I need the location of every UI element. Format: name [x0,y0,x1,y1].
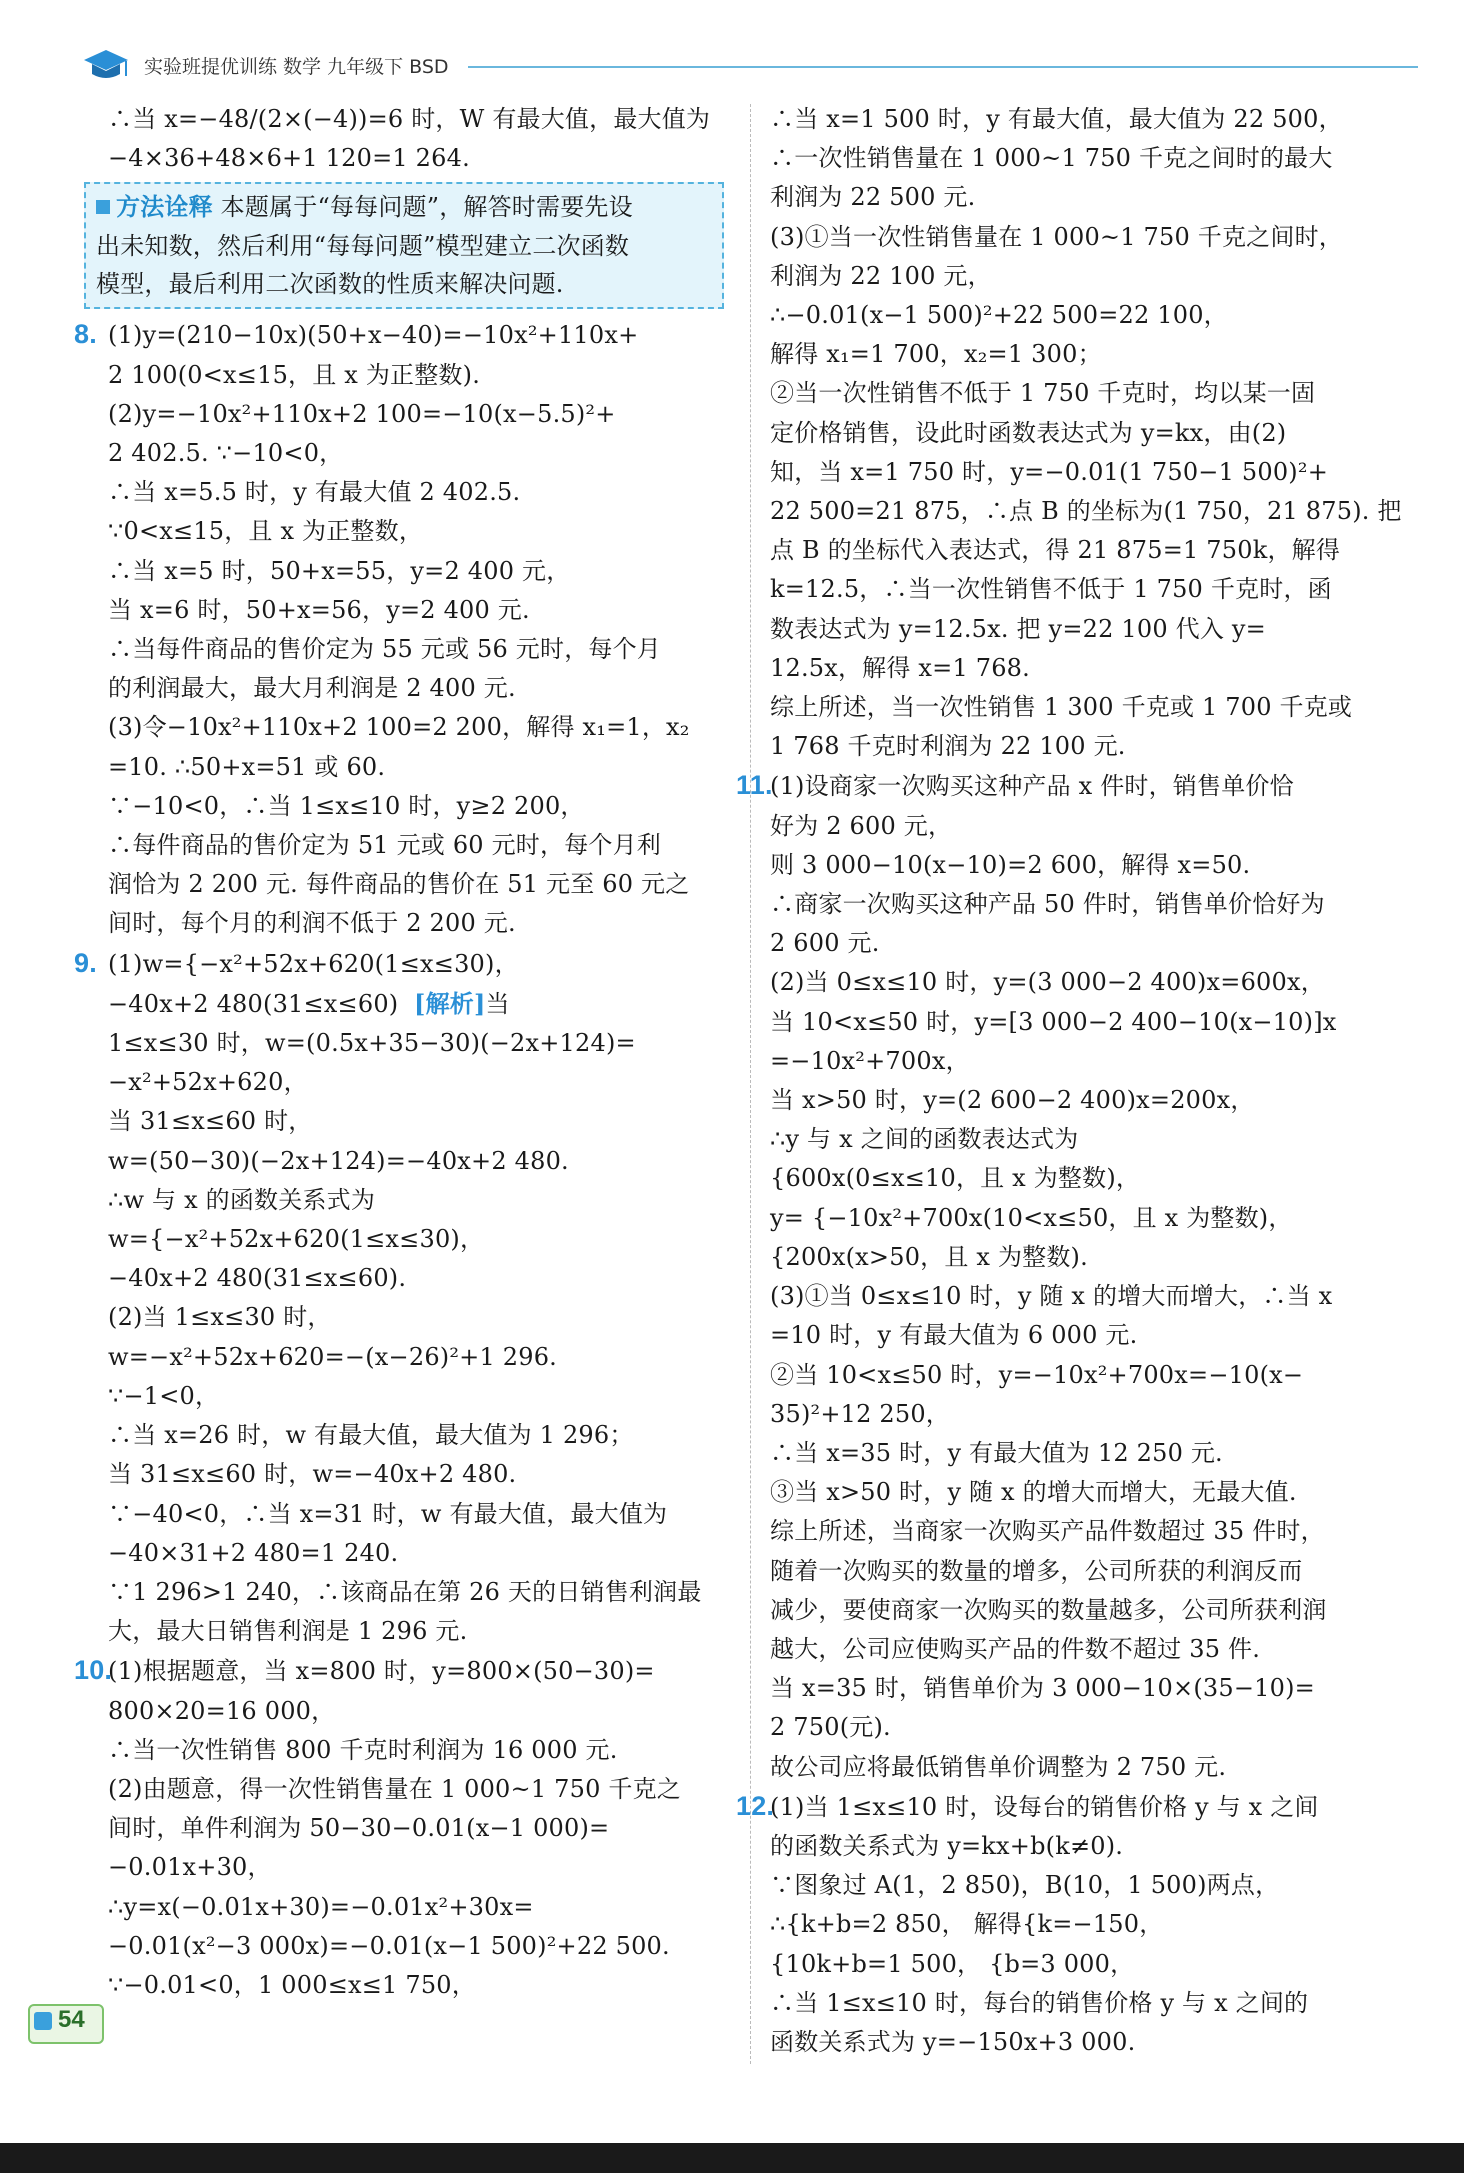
answer-line: 的利润最大，最大月利润是 2 400 元. [108,674,516,703]
answer-line: −x²+52x+620， [108,1068,308,1097]
intro-line: ∴当 x=−48/(2×(−4))=6 时，W 有最大值，最大值为 [108,105,711,133]
answer-line: 当 10<x≤50 时，y=[3 000−2 400−10(x−10)]x [770,1007,1337,1036]
answer-line: (1)w={−x²+52x+620(1≤x≤30)， [108,949,519,978]
answer-line: 减少，要使商家一次购买的数量越多，公司所获利润 [770,1595,1327,1624]
answer-line: (3)①当一次性销售量在 1 000~1 750 千克之间时， [770,222,1343,251]
answer-line: ∴y=x(−0.01x+30)=−0.01x²+30x= [108,1892,534,1921]
answer-line: ∴−0.01(x−1 500)²+22 500=22 100， [770,301,1228,330]
question-10 [74,1651,748,2005]
answer-line: =−10x²+700x， [770,1046,970,1075]
answer-line: 2 402.5. ∵−10<0， [108,439,344,468]
answer-line: 的函数关系式为 y=kx+b(k≠0). [770,1831,1124,1860]
intro-line: −4×36+48×6+1 120=1 264. [108,144,470,173]
answer-line: 则 3 000−10(x−10)=2 600，解得 x=50. [770,850,1251,879]
answer-line: −40×31+2 480=1 240. [108,1538,399,1567]
answer-line: ②当一次性销售不低于 1 750 千克时，均以某一固 [770,379,1316,408]
answer-line: ∴当 x=1 500 时，y 有最大值，最大值为 22 500， [770,105,1343,133]
answer-line: −40x+2 480(31≤x≤60) [108,989,399,1018]
answer-line: 间时，单件利润为 50−30−0.01(x−1 000)= [108,1814,610,1843]
answer-line: ②当 10<x≤50 时，y=−10x²+700x=−10(x− [770,1360,1304,1389]
answer-line: ∴一次性销售量在 1 000~1 750 千克之间时的最大 [770,144,1333,173]
graduation-cap-icon [82,46,130,86]
answer-line: ∵图象过 A(1，2 850)，B(10，1 500)两点， [770,1871,1280,1900]
answer-line: 函数关系式为 y=−150x+3 000. [770,2027,1136,2056]
answer-line: 知，当 x=1 750 时，y=−0.01(1 750−1 500)²+ [770,457,1329,486]
answer-line: 利润为 22 100 元， [770,261,992,290]
method-note-tag: 方法诠释 [96,194,213,221]
answer-line: 间时，每个月的利润不低于 2 200 元. [108,909,516,938]
question-number: 9. [74,947,97,978]
answer-line: ∴w 与 x 的函数关系式为 [108,1185,376,1214]
question-number: 8. [74,319,97,350]
question-10-continued [770,100,1420,766]
analysis-label: [解析] [414,988,486,1018]
answer-line: ∴当 x=5 时，50+x=55，y=2 400 元， [108,556,571,585]
answer-line: 1≤x≤30 时，w=(0.5x+35−30)(−2x+124)= [108,1029,636,1058]
answer-line: ∵−1<0， [108,1381,220,1410]
answer-line: (2)由题意，得一次性销售量在 1 000~1 750 千克之 [108,1774,681,1803]
answer-line: ∴当每件商品的售价定为 55 元或 56 元时，每个月 [108,635,661,664]
answer-line: ∴当 x=35 时，y 有最大值为 12 250 元. [770,1438,1223,1467]
answer-line: ∵1 296>1 240，∴该商品在第 26 天的日销售利润最 [108,1577,702,1606]
answer-line: −0.01(x²−3 000x)=−0.01(x−1 500)²+22 500. [108,1931,670,1960]
right-column [736,100,1420,2062]
answer-line: (1)根据题意，当 x=800 时，y=800×(50−30)= [108,1657,655,1686]
book-title: 实验班提优训练 数学 九年级下 BSD [144,56,449,78]
answer-text: 当 [485,989,510,1018]
answer-line: 数表达式为 y=12.5x. 把 y=22 100 代入 y= [770,614,1266,643]
answer-line: ∴每件商品的售价定为 51 元或 60 元时，每个月利 [108,831,661,860]
answer-line: 综上所述，当商家一次购买产品件数超过 35 件时， [770,1517,1325,1546]
answer-line: 1 768 千克时利润为 22 100 元. [770,732,1126,761]
method-note-line: 本题属于“每每问题”，解答时需要先设 [220,193,633,222]
answer-line: ③当 x>50 时，y 随 x 的增大而增大，无最大值. [770,1478,1297,1507]
answer-line: ∴当 x=5.5 时，y 有最大值 2 402.5. [108,478,521,507]
column-divider [750,104,751,2064]
answer-line: (1)当 1≤x≤10 时，设每台的销售价格 y 与 x 之间 [770,1792,1319,1821]
answer-line: 22 500=21 875，∴点 B 的坐标为(1 750，21 875). 把 [770,497,1402,526]
question-number: 10. [74,1655,113,1686]
left-column [74,100,748,2005]
answer-line: (3)令−10x²+110x+2 100=2 200，解得 x₁=1，x₂ [108,713,690,742]
answer-line: 润恰为 2 200 元. 每件商品的售价在 51 元至 60 元之 [108,870,690,899]
question-12 [736,1787,1420,2062]
method-note-line: 模型，最后利用二次函数的性质来解决问题. [96,270,564,299]
page-marker-icon [34,2012,52,2030]
answer-line: y= {−10x²+700x(10<x≤50，且 x 为整数)， [770,1203,1293,1232]
answer-line: =10. ∴50+x=51 或 60. [108,752,386,781]
answer-line: 故公司应将最低销售单价调整为 2 750 元. [770,1752,1227,1781]
answer-line: (1)设商家一次购买这种产品 x 件时，销售单价恰 [770,772,1294,801]
answer-line: {200x(x>50，且 x 为整数). [770,1242,1088,1271]
answer-line: 35)²+12 250， [770,1399,951,1428]
answer-line: 2 600 元. [770,929,880,958]
answer-line: 随着一次购买的数量的增多，公司所获的利润反而 [770,1556,1303,1585]
answer-line: 2 750(元). [770,1713,891,1742]
answer-line: −40x+2 480(31≤x≤60). [108,1264,407,1293]
answer-line: ∵0<x≤15，且 x 为正整数， [108,517,424,546]
answer-line: ∴当一次性销售 800 千克时利润为 16 000 元. [108,1735,618,1764]
answer-line: 12.5x，解得 x=1 768. [770,653,1030,682]
answer-line: w=−x²+52x+620=−(x−26)²+1 296. [108,1342,558,1371]
answer-line: 800×20=16 000， [108,1696,336,1725]
answer-line: 当 x=35 时，销售单价为 3 000−10×(35−10)= [770,1674,1315,1703]
intro-block [108,100,748,178]
answer-line: ∴当 x=26 时，w 有最大值，最大值为 1 296； [108,1421,634,1450]
answer-line: 当 x=6 时，50+x=56，y=2 400 元. [108,595,530,624]
answer-line: 大，最大日销售利润是 1 296 元. [108,1617,468,1646]
page-header [48,46,1418,86]
answer-line: −0.01x+30， [108,1853,272,1882]
answer-line: (1)y=(210−10x)(50+x−40)=−10x²+110x+ [108,321,639,350]
method-note-line: 出未知数，然后利用“每每问题”模型建立二次函数 [96,232,630,261]
answer-line: w={−x²+52x+620(1≤x≤30)， [108,1225,485,1254]
question-number: 12. [736,1790,775,1821]
footer-bar [0,2143,1464,2173]
answer-line: ∴y 与 x 之间的函数表达式为 [770,1125,1079,1154]
answer-line: 当 x>50 时，y=(2 600−2 400)x=200x， [770,1086,1255,1115]
method-note-box [84,182,724,309]
question-number: 11. [736,770,773,801]
answer-line: ∴商家一次购买这种产品 50 件时，销售单价恰好为 [770,890,1325,919]
answer-line: 定价格销售，设此时函数表达式为 y=kx，由(2) [770,418,1287,447]
answer-line: 利润为 22 500 元. [770,183,976,212]
answer-line: 点 B 的坐标代入表达式，得 21 875=1 750k，解得 [770,536,1341,565]
answer-line: (2)y=−10x²+110x+2 100=−10(x−5.5)²+ [108,399,616,428]
answer-line: {600x(0≤x≤10，且 x 为整数)， [770,1164,1141,1193]
answer-line: =10 时，y 有最大值为 6 000 元. [770,1321,1138,1350]
answer-line: w=(50−30)(−2x+124)=−40x+2 480. [108,1146,569,1175]
answer-line: ∴当 1≤x≤10 时，每台的销售价格 y 与 x 之间的 [770,1988,1309,2017]
answer-line: ∵−10<0，∴当 1≤x≤10 时，y≥2 200， [108,791,585,820]
answer-line: 综上所述，当一次性销售 1 300 千克或 1 700 千克或 [770,693,1353,722]
answer-line: 2 100(0<x≤15，且 x 为正整数). [108,360,481,389]
question-11 [736,766,1420,1786]
answer-line: (2)当 0≤x≤10 时，y=(3 000−2 400)x=600x， [770,968,1325,997]
answer-line: 解得 x₁=1 700，x₂=1 300； [770,340,1102,369]
question-8 [74,315,748,943]
answer-line: (2)当 1≤x≤30 时， [108,1303,332,1332]
answer-line: k=12.5，∴当一次性销售不低于 1 750 千克时，函 [770,575,1332,604]
answer-line: 当 31≤x≤60 时， [108,1107,313,1136]
answer-line: ∵−40<0，∴当 x=31 时，w 有最大值，最大值为 [108,1499,668,1528]
answer-line: 越大，公司应使购买产品的件数不超过 35 件. [770,1634,1261,1663]
answer-line: (3)①当 0≤x≤10 时，y 随 x 的增大而增大，∴当 x [770,1282,1333,1311]
answer-line: {10k+b=1 500， {b=3 000， [770,1949,1135,1978]
answer-line: 好为 2 600 元， [770,811,953,840]
page-number: 54 [58,2006,85,2033]
header-rule [468,66,1418,68]
answer-line: ∵−0.01<0，1 000≤x≤1 750， [108,1970,476,1999]
answer-line: ∴{k+b=2 850， 解得{k=−150， [770,1910,1164,1939]
question-9 [74,944,748,1652]
answer-line: 当 31≤x≤60 时，w=−40x+2 480. [108,1460,517,1489]
